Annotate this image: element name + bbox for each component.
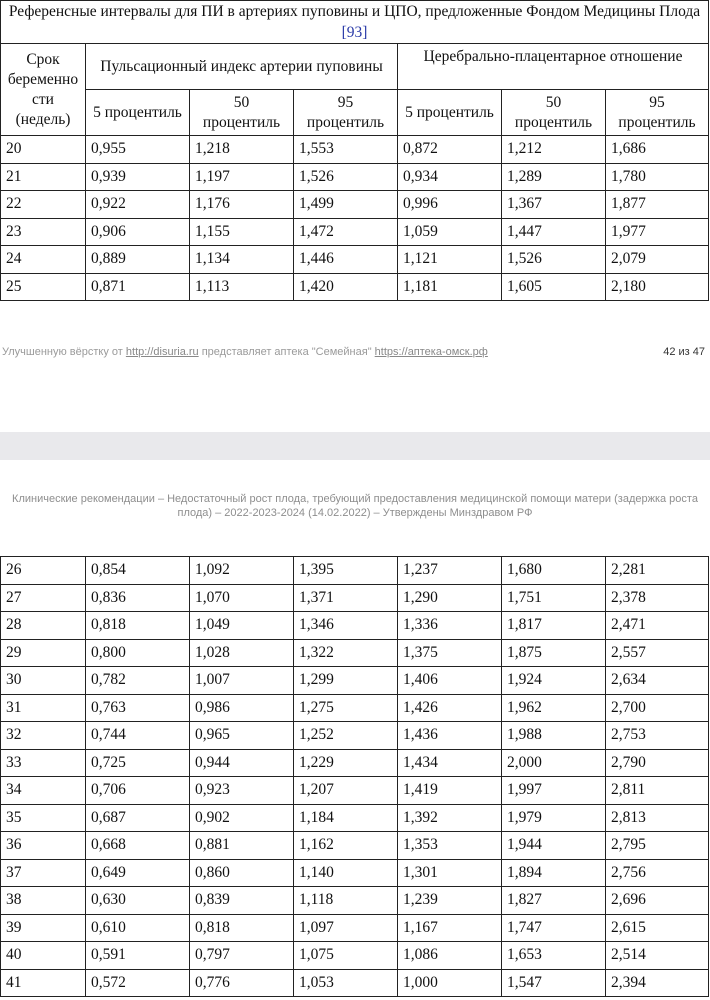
pi-p95-cell: 1,097: [294, 914, 398, 942]
pi-p50-cell: 0,839: [190, 887, 294, 915]
cpr-p5-cell: 1,392: [398, 804, 502, 832]
cpr-p5-cell: 1,121: [398, 246, 502, 274]
table-row: [1, 859, 709, 887]
week-cell: 22: [1, 191, 86, 219]
pi-p95-cell: 1,207: [294, 777, 398, 805]
page-separator: [0, 432, 710, 460]
table-row: [1, 942, 709, 970]
cpr-p50-cell: 1,988: [502, 722, 606, 750]
cpr-p95-cell: 2,753: [606, 722, 709, 750]
week-cell: 25: [1, 273, 86, 301]
pi-p5-cell: 0,572: [86, 969, 190, 997]
pi-p50-cell: 0,986: [190, 694, 294, 722]
cpr-p5-cell: 1,336: [398, 612, 502, 640]
cpr-p5-cell: 1,086: [398, 942, 502, 970]
footer-credit: [2, 346, 488, 358]
table-row: [1, 969, 709, 997]
pi-p5-cell: 0,939: [86, 163, 190, 191]
pi-p5-cell: 0,687: [86, 804, 190, 832]
table-row: [1, 218, 709, 246]
cpr-p95-cell: 1,977: [606, 218, 709, 246]
cpr-p50-cell: 1,894: [502, 859, 606, 887]
cpr-p50-cell: 1,547: [502, 969, 606, 997]
pi-p95-cell: 1,346: [294, 612, 398, 640]
cpr-p95-cell: 2,811: [606, 777, 709, 805]
percentile-header: 5 процентиль: [86, 90, 190, 136]
pi-p5-cell: 0,836: [86, 584, 190, 612]
table-row: [1, 136, 709, 164]
footer-link-apteka[interactable]: https://аптека-омск.рф: [374, 346, 488, 358]
cpr-p5-cell: 1,239: [398, 887, 502, 915]
cpr-p95-cell: 2,700: [606, 694, 709, 722]
pi-p50-cell: 0,923: [190, 777, 294, 805]
week-cell: 40: [1, 942, 86, 970]
cpr-p50-cell: 1,526: [502, 246, 606, 274]
pi-p50-cell: 0,818: [190, 914, 294, 942]
week-cell: 34: [1, 777, 86, 805]
cpr-p50-cell: 1,944: [502, 832, 606, 860]
footer-link-disuria[interactable]: http://disuria.ru: [125, 346, 199, 358]
cpr-p50-cell: 2,000: [502, 749, 606, 777]
cpr-p95-cell: 2,615: [606, 914, 709, 942]
pi-p5-cell: 0,649: [86, 859, 190, 887]
cpr-p95-cell: 2,557: [606, 639, 709, 667]
table-body-part1: [1, 136, 709, 301]
cpr-p95-cell: 2,471: [606, 612, 709, 640]
table-row: [1, 246, 709, 274]
pi-p50-cell: 0,944: [190, 749, 294, 777]
cpr-p95-cell: 2,696: [606, 887, 709, 915]
week-cell: 41: [1, 969, 86, 997]
table-row: [1, 777, 709, 805]
cpr-p50-cell: 1,212: [502, 136, 606, 164]
week-cell: 24: [1, 246, 86, 274]
cpr-p95-cell: 2,634: [606, 667, 709, 695]
pi-p5-cell: 0,630: [86, 887, 190, 915]
pi-p50-cell: 1,049: [190, 612, 294, 640]
term-header-line: сти: [32, 90, 54, 108]
cpr-p95-cell: 2,378: [606, 584, 709, 612]
cpr-group-header: Церебрально-плацентарное отношение: [398, 44, 709, 90]
table-row: [1, 612, 709, 640]
week-cell: 28: [1, 612, 86, 640]
cpr-p50-cell: 1,827: [502, 887, 606, 915]
pi-p50-cell: 0,860: [190, 859, 294, 887]
cpr-p95-cell: 2,180: [606, 273, 709, 301]
week-cell: 20: [1, 136, 86, 164]
cpr-p50-cell: 1,751: [502, 584, 606, 612]
pi-p5-cell: 0,763: [86, 694, 190, 722]
cpr-p95-cell: 1,780: [606, 163, 709, 191]
cpr-p50-cell: 1,817: [502, 612, 606, 640]
term-header: [1, 44, 86, 136]
pi-p95-cell: 1,395: [294, 557, 398, 585]
cpr-p5-cell: 1,436: [398, 722, 502, 750]
table-row: [1, 804, 709, 832]
week-cell: 26: [1, 557, 86, 585]
pi-p50-cell: 1,113: [190, 273, 294, 301]
table-row: [1, 694, 709, 722]
pi-p5-cell: 0,922: [86, 191, 190, 219]
table-row: [1, 914, 709, 942]
cpr-p5-cell: 1,434: [398, 749, 502, 777]
cpr-p50-cell: 1,447: [502, 218, 606, 246]
pi-p50-cell: 1,134: [190, 246, 294, 274]
footer-prefix: Улучшенную вёрстку от: [2, 346, 126, 358]
week-cell: 21: [1, 163, 86, 191]
table-row: [1, 191, 709, 219]
pi-p95-cell: 1,162: [294, 832, 398, 860]
cpr-p50-cell: 1,979: [502, 804, 606, 832]
cpr-p50-cell: 1,605: [502, 273, 606, 301]
table-title-text: Референсные интервалы для ПИ в артериях пуповины и ЦПО, предложенные Фондом Медицины Плода: [8, 3, 701, 20]
cpr-p95-cell: 1,686: [606, 136, 709, 164]
pi-p95-cell: 1,252: [294, 722, 398, 750]
pi-p50-cell: 1,155: [190, 218, 294, 246]
cpr-p95-cell: 1,877: [606, 191, 709, 219]
table-row: [1, 722, 709, 750]
week-cell: 37: [1, 859, 86, 887]
pi-p50-cell: 1,028: [190, 639, 294, 667]
cpr-p5-cell: 1,181: [398, 273, 502, 301]
cpr-p50-cell: 1,653: [502, 942, 606, 970]
pi-p5-cell: 0,906: [86, 218, 190, 246]
pi-p95-cell: 1,371: [294, 584, 398, 612]
cpr-p50-cell: 1,924: [502, 667, 606, 695]
page-number: 42 из 47: [663, 346, 705, 358]
pi-p50-cell: 1,176: [190, 191, 294, 219]
pi-p5-cell: 0,610: [86, 914, 190, 942]
cpr-p5-cell: 1,000: [398, 969, 502, 997]
percentile-header: 95 процентиль: [606, 90, 709, 136]
cpr-p5-cell: 1,237: [398, 557, 502, 585]
cpr-p5-cell: 1,426: [398, 694, 502, 722]
cpr-p50-cell: 1,962: [502, 694, 606, 722]
week-cell: 32: [1, 722, 86, 750]
table-row: [1, 557, 709, 585]
cpr-p95-cell: 2,790: [606, 749, 709, 777]
cpr-p50-cell: 1,875: [502, 639, 606, 667]
table-row: [1, 639, 709, 667]
table-row: [1, 273, 709, 301]
week-cell: 33: [1, 749, 86, 777]
pi-p5-cell: 0,854: [86, 557, 190, 585]
pi-p5-cell: 0,818: [86, 612, 190, 640]
pi-p95-cell: 1,446: [294, 246, 398, 274]
pi-p95-cell: 1,053: [294, 969, 398, 997]
pi-p50-cell: 0,902: [190, 804, 294, 832]
week-cell: 36: [1, 832, 86, 860]
pi-p50-cell: 1,197: [190, 163, 294, 191]
week-cell: 39: [1, 914, 86, 942]
cpr-p5-cell: 1,301: [398, 859, 502, 887]
table-row: [1, 163, 709, 191]
week-cell: 23: [1, 218, 86, 246]
cpr-p5-cell: 0,872: [398, 136, 502, 164]
week-cell: 35: [1, 804, 86, 832]
table-row: [1, 667, 709, 695]
term-header-line: (недель): [15, 110, 71, 128]
cpr-p5-cell: 1,375: [398, 639, 502, 667]
pi-p50-cell: 0,881: [190, 832, 294, 860]
pi-p5-cell: 0,725: [86, 749, 190, 777]
pi-p5-cell: 0,889: [86, 246, 190, 274]
cpr-p5-cell: 1,167: [398, 914, 502, 942]
week-cell: 31: [1, 694, 86, 722]
pi-p50-cell: 0,797: [190, 942, 294, 970]
page-footer: [0, 346, 710, 362]
pi-p95-cell: 1,553: [294, 136, 398, 164]
cpr-p5-cell: 0,996: [398, 191, 502, 219]
cpr-p5-cell: 1,353: [398, 832, 502, 860]
cpr-p95-cell: 2,514: [606, 942, 709, 970]
pi-p95-cell: 1,184: [294, 804, 398, 832]
week-cell: 38: [1, 887, 86, 915]
week-cell: 29: [1, 639, 86, 667]
cpr-p5-cell: 1,406: [398, 667, 502, 695]
percentile-header: 50 процентиль: [190, 90, 294, 136]
footer-middle: представляет аптека "Семейная": [198, 346, 375, 358]
cpr-p95-cell: 2,281: [606, 557, 709, 585]
table-body-part2: [1, 557, 709, 997]
cpr-p5-cell: 1,059: [398, 218, 502, 246]
pi-p95-cell: 1,526: [294, 163, 398, 191]
pi-group-header: Пульсационный индекс артерии пуповины: [86, 44, 398, 90]
cpr-p5-cell: 0,934: [398, 163, 502, 191]
pi-p95-cell: 1,140: [294, 859, 398, 887]
table-row: [1, 832, 709, 860]
week-cell: 30: [1, 667, 86, 695]
percentile-header: 50 процентиль: [502, 90, 606, 136]
cpr-p50-cell: 1,747: [502, 914, 606, 942]
percentile-header: 95 процентиль: [294, 90, 398, 136]
term-header-line: Срок: [26, 50, 60, 68]
pi-p95-cell: 1,472: [294, 218, 398, 246]
pi-p5-cell: 0,668: [86, 832, 190, 860]
pi-p95-cell: 1,075: [294, 942, 398, 970]
cpr-p50-cell: 1,997: [502, 777, 606, 805]
pi-p5-cell: 0,955: [86, 136, 190, 164]
pi-p5-cell: 0,744: [86, 722, 190, 750]
term-header-line: беременно: [7, 70, 79, 88]
pi-p95-cell: 1,275: [294, 694, 398, 722]
table-row: [1, 887, 709, 915]
pi-p95-cell: 1,118: [294, 887, 398, 915]
table-row: [1, 584, 709, 612]
cpr-p5-cell: 1,290: [398, 584, 502, 612]
table-title: [1, 1, 709, 44]
cpr-p95-cell: 2,394: [606, 969, 709, 997]
cpr-p50-cell: 1,680: [502, 557, 606, 585]
pi-p50-cell: 0,965: [190, 722, 294, 750]
pi-p95-cell: 1,322: [294, 639, 398, 667]
reference-table-part1: [0, 0, 709, 301]
cpr-p50-cell: 1,289: [502, 163, 606, 191]
pi-p50-cell: 1,007: [190, 667, 294, 695]
pi-p50-cell: 1,092: [190, 557, 294, 585]
pi-p95-cell: 1,499: [294, 191, 398, 219]
percentile-header: 5 процентиль: [398, 90, 502, 136]
cpr-p50-cell: 1,367: [502, 191, 606, 219]
pi-p95-cell: 1,299: [294, 667, 398, 695]
pi-p5-cell: 0,706: [86, 777, 190, 805]
pi-p50-cell: 0,776: [190, 969, 294, 997]
pi-p5-cell: 0,800: [86, 639, 190, 667]
cpr-p5-cell: 1,419: [398, 777, 502, 805]
cpr-p95-cell: 2,079: [606, 246, 709, 274]
cpr-p95-cell: 2,813: [606, 804, 709, 832]
pi-p95-cell: 1,420: [294, 273, 398, 301]
cpr-p95-cell: 2,795: [606, 832, 709, 860]
pi-p50-cell: 1,218: [190, 136, 294, 164]
pi-p5-cell: 0,591: [86, 942, 190, 970]
week-cell: 27: [1, 584, 86, 612]
pi-p50-cell: 1,070: [190, 584, 294, 612]
reference-table-part2: [0, 556, 709, 997]
pi-p5-cell: 0,782: [86, 667, 190, 695]
pi-p95-cell: 1,229: [294, 749, 398, 777]
reference-link[interactable]: [93]: [341, 24, 368, 41]
cpr-p95-cell: 2,756: [606, 859, 709, 887]
pi-p5-cell: 0,871: [86, 273, 190, 301]
running-header: Клинические рекомендации – Недостаточный рост плода, требующий предоставления медицинской помощи матери (задержка роста плода) – 2022-2023-2024 (14.02.2022) – Утверждены Минздравом РФ: [12, 493, 698, 519]
table-row: [1, 749, 709, 777]
